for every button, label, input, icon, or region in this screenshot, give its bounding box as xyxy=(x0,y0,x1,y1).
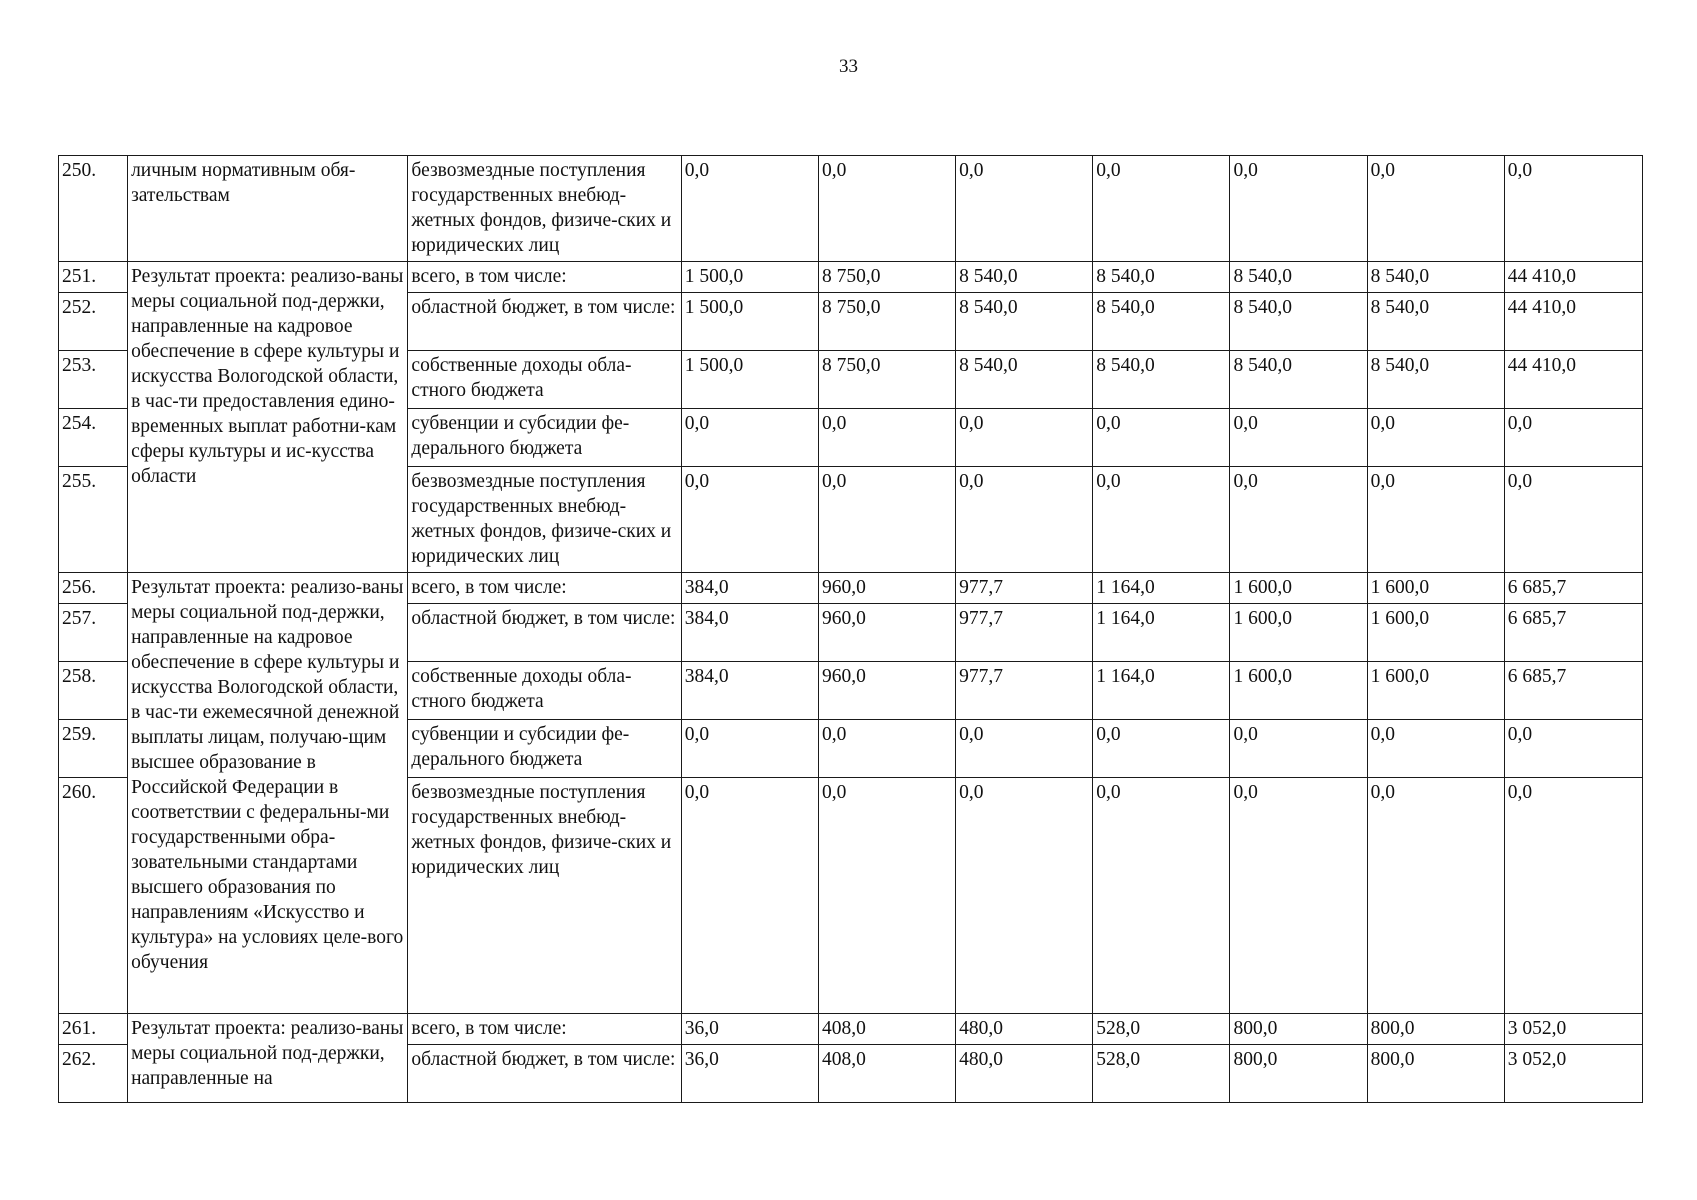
year-value: 8 540,0 xyxy=(1230,293,1367,351)
funding-source: собственные доходы обла-стного бюджета xyxy=(408,662,681,720)
year-value: 0,0 xyxy=(1367,409,1504,467)
table-body xyxy=(59,156,1643,1103)
result-description: личным нормативным обя-зательствам xyxy=(128,156,408,262)
row-number: 260. xyxy=(59,778,128,1014)
year-value: 8 540,0 xyxy=(956,293,1093,351)
year-value: 0,0 xyxy=(1367,467,1504,573)
year-value: 800,0 xyxy=(1367,1014,1504,1045)
row-number: 258. xyxy=(59,662,128,720)
year-value: 1 600,0 xyxy=(1367,662,1504,720)
total-value: 0,0 xyxy=(1504,156,1642,262)
funding-source: областной бюджет, в том числе: xyxy=(408,293,681,351)
year-value: 384,0 xyxy=(681,573,818,604)
funding-source: безвозмездные поступления государственных внебюд-жетных фондов, физиче-ских и юридических лиц xyxy=(408,778,681,1014)
year-value: 8 540,0 xyxy=(1093,262,1230,293)
year-value: 0,0 xyxy=(956,467,1093,573)
row-number: 259. xyxy=(59,720,128,778)
year-value: 0,0 xyxy=(1367,156,1504,262)
row-number: 252. xyxy=(59,293,128,351)
funding-source: собственные доходы обла-стного бюджета xyxy=(408,351,681,409)
row-number: 261. xyxy=(59,1014,128,1045)
year-value: 0,0 xyxy=(1230,467,1367,573)
year-value: 8 540,0 xyxy=(1367,351,1504,409)
funding-source: областной бюджет, в том числе: xyxy=(408,1045,681,1103)
funding-source: безвозмездные поступления государственных внебюд-жетных фондов, физиче-ских и юридических лиц xyxy=(408,156,681,262)
year-value: 8 750,0 xyxy=(818,293,955,351)
year-value: 0,0 xyxy=(956,409,1093,467)
budget-table xyxy=(58,155,1643,1103)
year-value: 0,0 xyxy=(956,720,1093,778)
year-value: 0,0 xyxy=(681,778,818,1014)
year-value: 8 540,0 xyxy=(956,351,1093,409)
funding-source: всего, в том числе: xyxy=(408,262,681,293)
total-value: 3 052,0 xyxy=(1504,1014,1642,1045)
year-value: 0,0 xyxy=(1093,156,1230,262)
row-number: 251. xyxy=(59,262,128,293)
year-value: 1 600,0 xyxy=(1230,573,1367,604)
funding-source: всего, в том числе: xyxy=(408,1014,681,1045)
year-value: 1 600,0 xyxy=(1230,604,1367,662)
year-value: 0,0 xyxy=(1230,720,1367,778)
year-value: 0,0 xyxy=(1093,467,1230,573)
table-row xyxy=(59,262,1643,293)
year-value: 0,0 xyxy=(1093,720,1230,778)
year-value: 480,0 xyxy=(956,1014,1093,1045)
year-value: 528,0 xyxy=(1093,1045,1230,1103)
year-value: 8 540,0 xyxy=(956,262,1093,293)
year-value: 36,0 xyxy=(681,1045,818,1103)
year-value: 480,0 xyxy=(956,1045,1093,1103)
total-value: 0,0 xyxy=(1504,720,1642,778)
year-value: 0,0 xyxy=(681,467,818,573)
funding-source: субвенции и субсидии фе-дерального бюджета xyxy=(408,409,681,467)
year-value: 384,0 xyxy=(681,604,818,662)
total-value: 3 052,0 xyxy=(1504,1045,1642,1103)
year-value: 8 540,0 xyxy=(1367,262,1504,293)
table-row xyxy=(59,573,1643,604)
year-value: 0,0 xyxy=(818,778,955,1014)
year-value: 977,7 xyxy=(956,662,1093,720)
year-value: 0,0 xyxy=(818,467,955,573)
year-value: 0,0 xyxy=(1230,409,1367,467)
year-value: 1 164,0 xyxy=(1093,662,1230,720)
year-value: 0,0 xyxy=(1367,778,1504,1014)
year-value: 1 164,0 xyxy=(1093,604,1230,662)
year-value: 384,0 xyxy=(681,662,818,720)
year-value: 8 540,0 xyxy=(1093,351,1230,409)
year-value: 1 500,0 xyxy=(681,262,818,293)
year-value: 0,0 xyxy=(818,720,955,778)
year-value: 960,0 xyxy=(818,604,955,662)
year-value: 0,0 xyxy=(1093,409,1230,467)
total-value: 44 410,0 xyxy=(1504,351,1642,409)
total-value: 0,0 xyxy=(1504,467,1642,573)
total-value: 6 685,7 xyxy=(1504,604,1642,662)
year-value: 0,0 xyxy=(956,778,1093,1014)
total-value: 44 410,0 xyxy=(1504,293,1642,351)
total-value: 6 685,7 xyxy=(1504,573,1642,604)
year-value: 0,0 xyxy=(681,156,818,262)
year-value: 1 500,0 xyxy=(681,351,818,409)
year-value: 0,0 xyxy=(681,720,818,778)
funding-source: всего, в том числе: xyxy=(408,573,681,604)
total-value: 6 685,7 xyxy=(1504,662,1642,720)
year-value: 960,0 xyxy=(818,573,955,604)
year-value: 8 540,0 xyxy=(1367,293,1504,351)
year-value: 1 600,0 xyxy=(1230,662,1367,720)
year-value: 1 600,0 xyxy=(1367,573,1504,604)
year-value: 8 540,0 xyxy=(1230,351,1367,409)
row-number: 257. xyxy=(59,604,128,662)
row-number: 255. xyxy=(59,467,128,573)
result-description: Результат проекта: реализо-ваны меры социальной под-держки, направленные на кадровое обеспечение в сфере культуры и искусства Вологодской области, в час-ти ежемесячной денежной выплаты лицам, получаю-щим высшее образование в Российской Федерации в соответствии с федеральны-ми государственными обра-зовательными стандартами высшего образования по направлениям «Искусство и культура» на условиях целе-вого обучения xyxy=(128,573,408,1014)
page-number: 33 xyxy=(839,56,858,77)
funding-source: субвенции и субсидии фе-дерального бюджета xyxy=(408,720,681,778)
year-value: 1 164,0 xyxy=(1093,573,1230,604)
year-value: 0,0 xyxy=(681,409,818,467)
funding-source: областной бюджет, в том числе: xyxy=(408,604,681,662)
year-value: 1 600,0 xyxy=(1367,604,1504,662)
row-number: 262. xyxy=(59,1045,128,1103)
year-value: 977,7 xyxy=(956,604,1093,662)
year-value: 408,0 xyxy=(818,1014,955,1045)
year-value: 0,0 xyxy=(1230,156,1367,262)
row-number: 256. xyxy=(59,573,128,604)
year-value: 8 750,0 xyxy=(818,351,955,409)
year-value: 1 500,0 xyxy=(681,293,818,351)
year-value: 960,0 xyxy=(818,662,955,720)
year-value: 528,0 xyxy=(1093,1014,1230,1045)
table-row xyxy=(59,156,1643,262)
total-value: 0,0 xyxy=(1504,778,1642,1014)
table-row xyxy=(59,1014,1643,1045)
total-value: 44 410,0 xyxy=(1504,262,1642,293)
row-number: 250. xyxy=(59,156,128,262)
year-value: 8 750,0 xyxy=(818,262,955,293)
year-value: 8 540,0 xyxy=(1230,262,1367,293)
funding-source: безвозмездные поступления государственных внебюд-жетных фондов, физиче-ских и юридических лиц xyxy=(408,467,681,573)
year-value: 0,0 xyxy=(818,156,955,262)
year-value: 977,7 xyxy=(956,573,1093,604)
year-value: 8 540,0 xyxy=(1093,293,1230,351)
year-value: 408,0 xyxy=(818,1045,955,1103)
result-description: Результат проекта: реализо-ваны меры социальной под-держки, направленные на кадровое обеспечение в сфере культуры и искусства Вологодской области, в час-ти предоставления едино-временных выплат работни-кам сферы культуры и ис-кусства области xyxy=(128,262,408,573)
year-value: 36,0 xyxy=(681,1014,818,1045)
year-value: 800,0 xyxy=(1230,1014,1367,1045)
year-value: 0,0 xyxy=(1230,778,1367,1014)
total-value: 0,0 xyxy=(1504,409,1642,467)
year-value: 800,0 xyxy=(1367,1045,1504,1103)
row-number: 253. xyxy=(59,351,128,409)
year-value: 0,0 xyxy=(1367,720,1504,778)
year-value: 800,0 xyxy=(1230,1045,1367,1103)
result-description: Результат проекта: реализо-ваны меры социальной под-держки, направленные на xyxy=(128,1014,408,1103)
row-number: 254. xyxy=(59,409,128,467)
year-value: 0,0 xyxy=(1093,778,1230,1014)
year-value: 0,0 xyxy=(956,156,1093,262)
year-value: 0,0 xyxy=(818,409,955,467)
